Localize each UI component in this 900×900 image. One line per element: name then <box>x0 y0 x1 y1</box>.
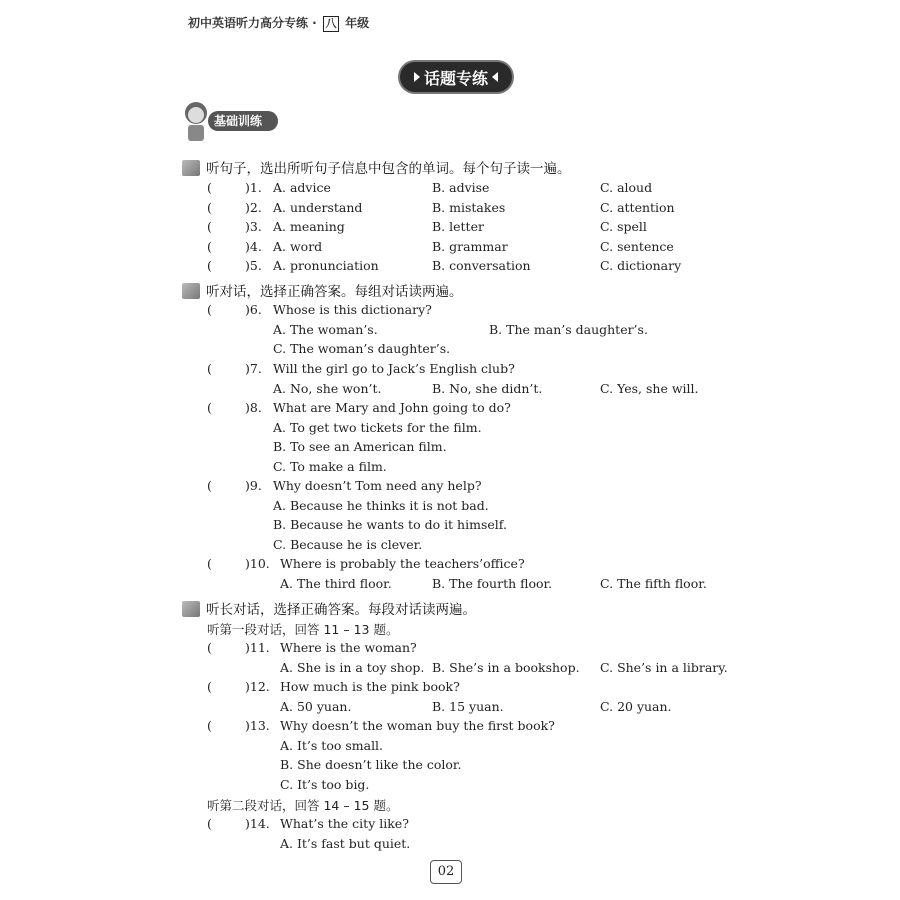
option-a: A. 50 yuan. <box>280 699 352 714</box>
question-text: How much is the pink book? <box>280 679 460 694</box>
option-a: A. She is in a toy shop. <box>280 660 425 675</box>
question-number: )3. <box>245 219 262 234</box>
answer-paren: ( <box>207 219 212 234</box>
question-text: Where is the woman? <box>280 640 417 655</box>
question-number: )10. <box>245 556 270 571</box>
question-text: Will the girl go to Jack’s English club? <box>273 361 515 376</box>
question-text: Where is probably the teachers’office? <box>280 556 525 571</box>
answer-paren: ( <box>207 239 212 254</box>
grade-box: 八 <box>323 16 339 32</box>
question-number: )9. <box>245 478 262 493</box>
question-number: )2. <box>245 200 262 215</box>
question-number: )13. <box>245 718 270 733</box>
option-b: B. She doesn’t like the color. <box>280 757 462 772</box>
option-a: A. advice <box>273 180 331 195</box>
option-c: C. sentence <box>600 239 674 254</box>
answer-paren: ( <box>207 361 212 376</box>
question-number: )12. <box>245 679 270 694</box>
option-b: B. advise <box>432 180 490 195</box>
topic-banner <box>400 62 512 92</box>
section-2-icon <box>182 283 200 299</box>
banner-title: 话题专练 <box>423 68 488 88</box>
option-a: A. The third floor. <box>280 576 392 591</box>
option-b: B. mistakes <box>432 200 506 215</box>
option-a: A. The woman’s. <box>273 322 378 337</box>
option-a: A. meaning <box>273 219 345 234</box>
answer-paren: ( <box>207 816 212 831</box>
answer-paren: ( <box>207 478 212 493</box>
option-a: A. pronunciation <box>273 258 379 273</box>
answer-paren: ( <box>207 556 212 571</box>
triangle-left-icon <box>492 72 498 82</box>
question-number: )1. <box>245 180 262 195</box>
question-number: )4. <box>245 239 262 254</box>
option-c: C. aloud <box>600 180 653 195</box>
answer-paren: ( <box>207 180 212 195</box>
part-2-instruction: 听第二段对话，回答 14 – 15 题。 <box>207 798 399 813</box>
answer-paren: ( <box>207 258 212 273</box>
question-number: )14. <box>245 816 270 831</box>
basic-training-badge <box>180 97 280 145</box>
question-number: )7. <box>245 361 262 376</box>
answer-paren: ( <box>207 200 212 215</box>
option-b: B. The man’s daughter’s. <box>489 322 648 337</box>
answer-paren: ( <box>207 640 212 655</box>
option-c: C. 20 yuan. <box>600 699 672 714</box>
option-a: A. No, she won’t. <box>273 381 382 396</box>
option-b: B. grammar <box>432 239 508 254</box>
section-3-icon <box>182 601 200 617</box>
running-header <box>188 14 369 32</box>
option-c: C. It’s too big. <box>280 777 370 792</box>
option-b: B. No, she didn’t. <box>432 381 543 396</box>
question-text: What’s the city like? <box>280 816 409 831</box>
section-1-header <box>182 157 571 177</box>
section-1-instruction: 听句子，选出所听句子信息中包含的单词。每个句子读一遍。 <box>206 161 571 177</box>
question-number: )6. <box>245 302 262 317</box>
option-c: C. She’s in a library. <box>600 660 728 675</box>
option-b: B. letter <box>432 219 484 234</box>
option-b: B. 15 yuan. <box>432 699 504 714</box>
question-text: Why doesn’t Tom need any help? <box>273 478 482 493</box>
option-a: A. To get two tickets for the film. <box>273 420 482 435</box>
question-number: )8. <box>245 400 262 415</box>
option-c: C. attention <box>600 200 675 215</box>
question-number: )11. <box>245 640 270 655</box>
header-title: 初中英语听力高分专练 · <box>188 16 317 30</box>
option-a: A. It’s too small. <box>280 738 384 753</box>
answer-paren: ( <box>207 400 212 415</box>
triangle-right-icon <box>414 72 420 82</box>
option-b: B. She’s in a bookshop. <box>432 660 580 675</box>
option-c: C. Yes, she will. <box>600 381 699 396</box>
question-text: What are Mary and John going to do? <box>273 400 511 415</box>
option-c: C. dictionary <box>600 258 682 273</box>
section-1-icon <box>182 160 200 176</box>
option-c: C. Because he is clever. <box>273 537 423 552</box>
option-c: C. To make a film. <box>273 459 387 474</box>
section-2-header <box>182 280 463 300</box>
badge-label: 基础训练 <box>214 114 263 128</box>
question-number: )5. <box>245 258 262 273</box>
option-c: C. The fifth floor. <box>600 576 707 591</box>
option-b: B. conversation <box>432 258 531 273</box>
answer-paren: ( <box>207 718 212 733</box>
header-grade-suffix: 年级 <box>345 16 370 30</box>
option-b: B. Because he wants to do it himself. <box>273 517 507 532</box>
section-3-header <box>182 598 476 618</box>
option-a: A. understand <box>273 200 363 215</box>
option-a: A. It’s fast but quiet. <box>280 836 411 851</box>
option-b: B. The fourth floor. <box>432 576 553 591</box>
option-b: B. To see an American film. <box>273 439 447 454</box>
question-text: Why doesn’t the woman buy the first book? <box>280 718 555 733</box>
section-3-instruction: 听长对话，选择正确答案。每段对话读两遍。 <box>206 602 476 618</box>
option-c: C. spell <box>600 219 647 234</box>
section-2-instruction: 听对话，选择正确答案。每组对话读两遍。 <box>206 284 463 300</box>
option-a: A. word <box>273 239 323 254</box>
option-a: A. Because he thinks it is not bad. <box>273 498 489 513</box>
answer-paren: ( <box>207 302 212 317</box>
option-c: C. The woman’s daughter’s. <box>273 341 451 356</box>
part-1-instruction: 听第一段对话，回答 11 – 13 题。 <box>207 622 399 637</box>
answer-paren: ( <box>207 679 212 694</box>
question-text: Whose is this dictionary? <box>273 302 432 317</box>
page-number: 02 <box>430 860 462 884</box>
